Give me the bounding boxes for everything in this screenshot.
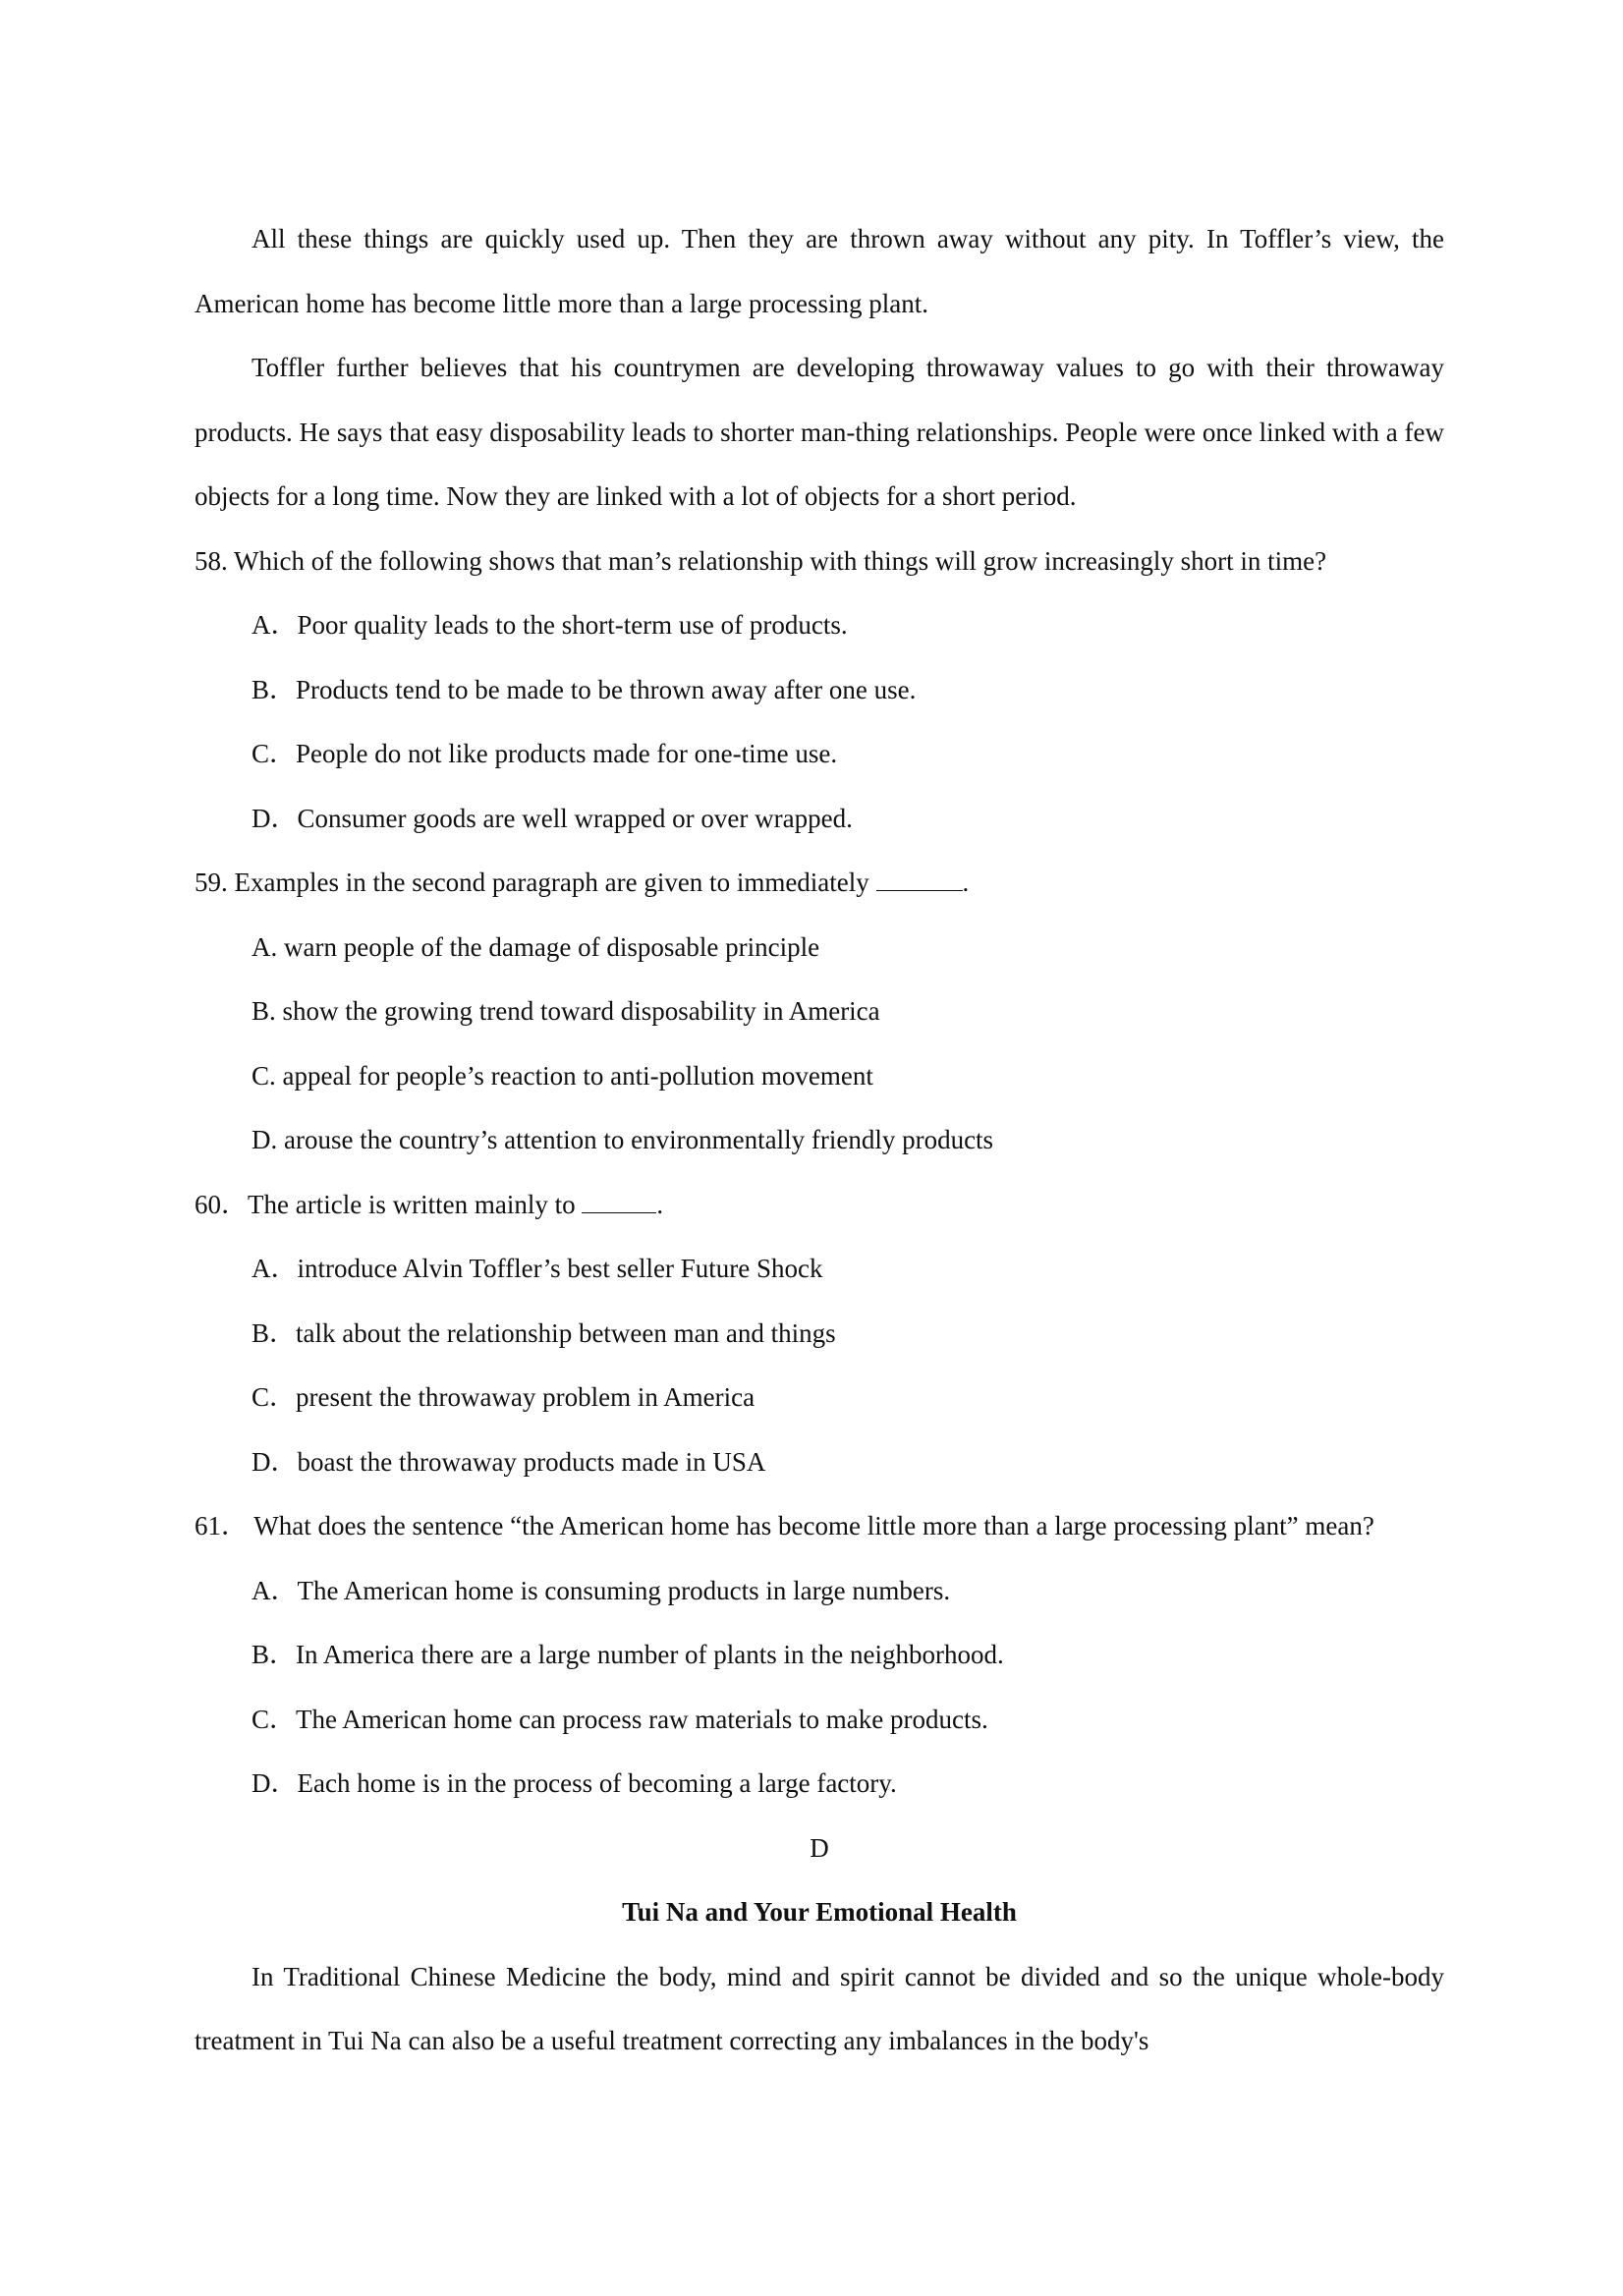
option-b: B．In America there are a large number of plants in the neighborhood.	[252, 1640, 1004, 1669]
stem-end: .	[656, 1189, 664, 1219]
question-stem: 61． What does the sentence “the American home has become little more than a large processing plant” mean?	[195, 1511, 1374, 1540]
option-c: C．The American home can process raw materials to make products.	[252, 1704, 988, 1734]
option-a: A．introduce Alvin Toffler’s best seller Future Shock	[252, 1254, 823, 1283]
question-stem	[195, 851, 1444, 916]
option-c: C. appeal for people’s reaction to anti-pollution movement	[252, 1060, 873, 1091]
option-b: B. show the growing trend toward disposability in America	[252, 996, 880, 1026]
option-d: D．boast the throwaway products made in USA	[252, 1446, 766, 1477]
paragraph-tui-na: In Traditional Chinese Medicine the body, mind and spirit cannot be divided and so the unique whole-body treatment in Tui Na can also be a useful treatment correcting any imbalances in the body's	[195, 1961, 1444, 2055]
option-c: C．People do not like products made for one-time use.	[252, 739, 838, 768]
paragraph-throwaway-values: Toffler further believes that his countrymen are developing throwaway values to go with their throwaway products. He says that easy disposability leads to shorter man-thing relationships. People were once linked with a few objects for a long time. Now they are linked with a lot of objects for a short period.	[195, 353, 1444, 511]
section-letter: D	[810, 1832, 829, 1863]
question-61	[195, 1494, 1444, 1817]
document-page	[195, 207, 1444, 2074]
option-a: A．The American home is consuming products in large numbers.	[252, 1575, 951, 1605]
option-d: D. arouse the country’s attention to environmentally friendly products	[252, 1125, 994, 1154]
option-b: B．Products tend to be made to be thrown away after one use.	[252, 674, 917, 704]
answer-blank	[582, 1191, 656, 1213]
section-title: Tui Na and Your Emotional Health	[622, 1897, 1017, 1927]
option-d: D．Consumer goods are well wrapped or over wrapped.	[252, 803, 853, 833]
stem-text: 60．The article is written mainly to	[195, 1189, 583, 1219]
option-d: D．Each home is in the process of becoming a large factory.	[252, 1768, 897, 1798]
question-59	[195, 851, 1444, 1173]
question-58	[195, 530, 1444, 852]
option-a: A．Poor quality leads to the short-term use of products.	[252, 610, 848, 640]
question-stem	[195, 1173, 1444, 1238]
answer-blank	[876, 868, 963, 891]
option-b: B．talk about the relationship between man and things	[252, 1317, 836, 1348]
option-c: C．present the throwaway problem in America	[252, 1382, 756, 1412]
paragraph-toffler-view: All these things are quickly used up. Then they are thrown away without any pity. In Toffler’s view, the American home has become little more than a large processing plant.	[195, 224, 1444, 318]
question-stem: 58. Which of the following shows that man’s relationship with things will grow increasingly short in time?	[195, 545, 1327, 576]
stem-text: 59. Examples in the second paragraph are given to immediately	[195, 868, 876, 897]
option-a: A. warn people of the damage of disposable principle	[252, 931, 820, 962]
question-60	[195, 1173, 1444, 1495]
stem-end: .	[962, 868, 970, 897]
